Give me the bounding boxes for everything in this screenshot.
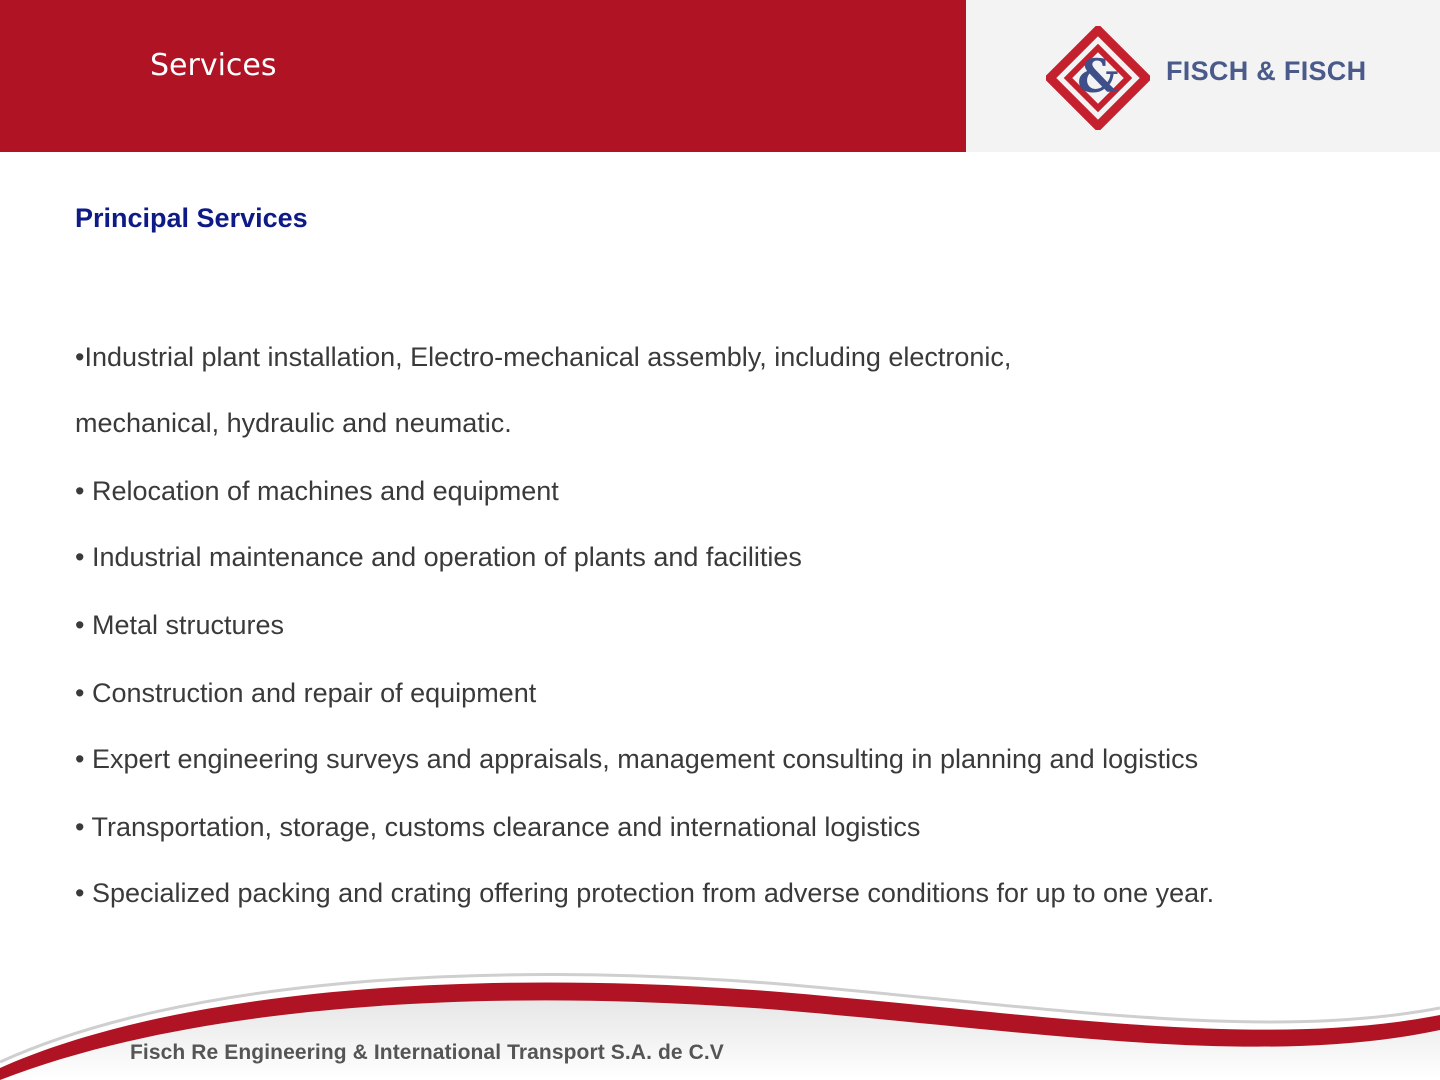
list-item: • Transportation, storage, customs clearance and international logistics (75, 812, 921, 842)
header-band (0, 0, 966, 152)
page-title: Services (150, 48, 277, 83)
ampersand-diamond-logo-icon (1046, 26, 1150, 130)
logo-panel (966, 0, 1440, 152)
footer (0, 940, 1440, 1080)
list-item: •Industrial plant installation, Electro-mechanical assembly, including electronic, (75, 342, 1012, 372)
section-heading: Principal Services (75, 203, 308, 233)
svg-text:&: & (1077, 49, 1119, 103)
footer-company-name: Fisch Re Engineering & International Transport S.A. de C.V (130, 1041, 724, 1064)
list-item: • Specialized packing and crating offering protection from adverse conditions for up to one year. (75, 878, 1215, 908)
list-item: mechanical, hydraulic and neumatic. (75, 408, 512, 438)
list-item: • Construction and repair of equipment (75, 678, 537, 708)
list-item: • Relocation of machines and equipment (75, 476, 559, 506)
logo-text: FISCH & FISCH (1166, 56, 1367, 86)
list-item: • Metal structures (75, 610, 285, 640)
list-item: • Expert engineering surveys and appraisals, management consulting in planning and logistics (75, 744, 1199, 774)
list-item: • Industrial maintenance and operation of plants and facilities (75, 542, 802, 572)
